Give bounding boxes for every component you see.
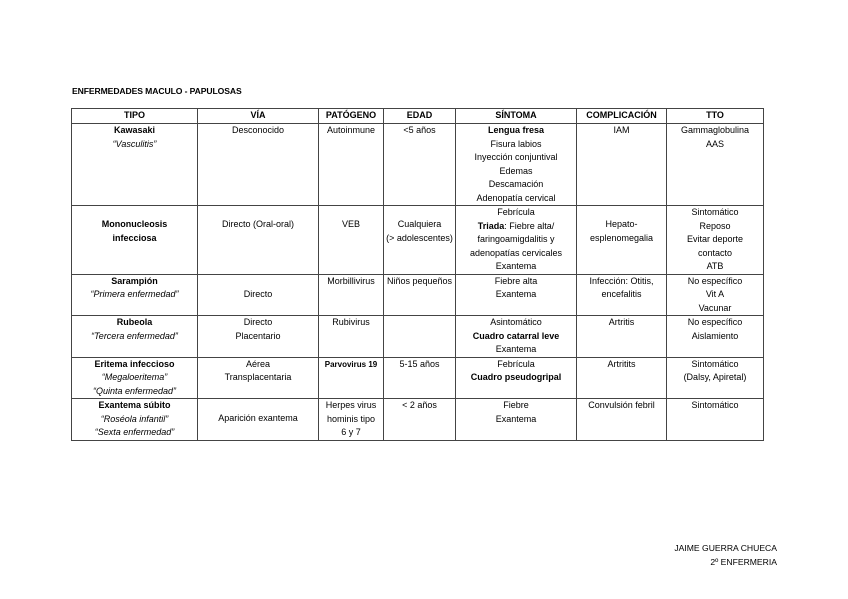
cell-via xyxy=(198,124,319,206)
edad-text: (> adolescentes) xyxy=(386,232,453,243)
cell-edad xyxy=(384,399,456,441)
cell-sintoma xyxy=(456,357,577,399)
tto-line: Aislamiento xyxy=(691,330,739,341)
tto-line: Gammaglobulina xyxy=(680,125,750,135)
cell-patogeno xyxy=(319,357,384,399)
tto-line: Vit A xyxy=(705,289,725,299)
table-row-mononucleosis xyxy=(72,206,764,275)
via-text: Placentario xyxy=(235,330,281,341)
cell-tto xyxy=(667,399,764,441)
complicacion-text: Infección: Otitis, xyxy=(589,275,654,286)
table-row-kawasaki xyxy=(72,124,764,206)
tto-line: Sintomático xyxy=(691,207,739,217)
cell-tipo xyxy=(72,124,198,206)
patogeno-text: Morbillivirus xyxy=(327,275,375,286)
via-text: Directo (Oral-oral) xyxy=(221,219,294,229)
complicacion-text: Convulsión febril xyxy=(588,400,655,410)
document-title: ENFERMEDADES MACULO - PAPULOSAS xyxy=(72,86,242,96)
tto-line: Reposo xyxy=(699,220,731,231)
author-course: 2º ENFERMERIA xyxy=(710,557,777,567)
tto-line: Sintomático xyxy=(691,358,739,369)
header-tipo: TIPO xyxy=(72,109,198,124)
disease-name: Kawasaki xyxy=(113,125,156,135)
author-name: JAIME GUERRA CHUECA xyxy=(674,543,777,553)
tto-line: (Dalsy, Apiretal) xyxy=(683,372,747,382)
disease-alias: “Megaloeritema” xyxy=(101,372,168,382)
disease-alias: “Vasculitis” xyxy=(112,138,157,149)
cell-complicacion xyxy=(577,316,667,358)
tto-line: AAS xyxy=(705,138,724,149)
disease-name: Mononucleosis xyxy=(101,219,168,229)
disease-name: Exantema súbito xyxy=(98,400,171,410)
cell-via xyxy=(198,274,319,316)
cell-sintoma xyxy=(456,316,577,358)
cell-sintoma xyxy=(456,124,577,206)
cell-patogeno xyxy=(319,274,384,316)
tto-line: contacto xyxy=(697,247,733,258)
complicacion-text: Artritits xyxy=(607,358,636,369)
cell-complicacion xyxy=(577,357,667,399)
cell-tto xyxy=(667,206,764,275)
sintoma-line: Inyección conjuntival xyxy=(474,152,558,162)
complicacion-text: Hepato- xyxy=(605,219,638,229)
header-patogeno: PATÓGENO xyxy=(319,109,384,124)
cell-patogeno xyxy=(319,124,384,206)
triada-text: : Fiebre alta/ xyxy=(504,220,555,231)
disease-alias: “Sexta enfermedad” xyxy=(94,427,175,437)
disease-alias: “Quinta enfermedad” xyxy=(92,385,177,396)
triada-label: Triada xyxy=(477,220,505,231)
header-sintoma: SÍNTOMA xyxy=(456,109,577,124)
patogeno-text: Autoinmune xyxy=(326,125,376,135)
table-row-sarampion xyxy=(72,274,764,316)
edad-text: Cualquiera xyxy=(397,219,442,229)
sintoma-line: adenopatías cervicales xyxy=(469,247,563,258)
cell-complicacion xyxy=(577,399,667,441)
sintoma-line: Descamación xyxy=(488,179,544,189)
sintoma-line: Exantema xyxy=(495,344,537,354)
cell-tipo xyxy=(72,316,198,358)
cell-edad xyxy=(384,274,456,316)
cell-patogeno xyxy=(319,316,384,358)
tto-line: Vacunar xyxy=(698,302,732,313)
via-text: Aérea xyxy=(245,358,271,369)
table-row-exantema-subito xyxy=(72,399,764,441)
via-text: Directo xyxy=(243,288,273,299)
sintoma-line: Fiebre xyxy=(503,400,529,410)
patogeno-text: 6 y 7 xyxy=(341,427,361,437)
cell-edad xyxy=(384,316,456,358)
disease-name: Eritema infeccioso xyxy=(94,358,175,369)
cell-sintoma xyxy=(456,399,577,441)
cell-edad xyxy=(384,357,456,399)
edad-text: < 2 años xyxy=(402,400,437,410)
sintoma-line: Cuadro catarral leve xyxy=(472,330,560,341)
tto-line: No específico xyxy=(687,317,743,327)
header-edad: EDAD xyxy=(384,109,456,124)
sintoma-line: Exantema xyxy=(495,413,537,424)
cell-tipo xyxy=(72,206,198,275)
sintoma-line: Fiebre alta xyxy=(494,275,538,286)
sintoma-line: faringoamigdalitis y xyxy=(477,234,555,244)
disease-alias: “Primera enfermedad” xyxy=(90,289,179,299)
tto-line: Sintomático xyxy=(691,400,739,410)
cell-tto xyxy=(667,316,764,358)
sintoma-line: Febrícula xyxy=(497,358,535,369)
complicacion-text: Artritis xyxy=(608,317,635,327)
sintoma-line: Cuadro pseudogripal xyxy=(470,372,562,382)
tto-line: ATB xyxy=(706,261,724,271)
patogeno-text: Parvovirus 19 xyxy=(324,359,378,369)
via-text: Desconocido xyxy=(231,125,285,135)
edad-text: 5-15 años xyxy=(399,358,440,369)
sintoma-line: Asintomático xyxy=(490,317,542,327)
complicacion-text: esplenomegalia xyxy=(589,232,654,243)
cell-edad xyxy=(384,124,456,206)
disease-name: infecciosa xyxy=(112,232,157,243)
cell-sintoma xyxy=(456,274,577,316)
cell-sintoma xyxy=(456,206,577,275)
table-row-rubeola xyxy=(72,316,764,358)
sintoma-line: Exantema xyxy=(495,289,537,299)
cell-tto xyxy=(667,357,764,399)
header-tto: TTO xyxy=(667,109,764,124)
header-row xyxy=(72,109,764,124)
sintoma-line: Exantema xyxy=(495,261,537,271)
cell-complicacion xyxy=(577,124,667,206)
edad-text: <5 años xyxy=(403,125,436,135)
header-via: VÍA xyxy=(198,109,319,124)
header-complicacion: COMPLICACIÓN xyxy=(577,109,667,124)
author-block xyxy=(674,541,777,569)
sintoma-line: Febrícula xyxy=(497,207,535,217)
disease-alias: “Roséola infantil” xyxy=(100,413,169,424)
via-text: Transplacentaria xyxy=(224,372,292,382)
complicacion-text: encefalitis xyxy=(601,289,642,299)
cell-complicacion xyxy=(577,274,667,316)
tto-line: Evitar deporte xyxy=(686,234,744,244)
sintoma-line: Adenopatía cervical xyxy=(476,192,556,203)
via-text: Directo xyxy=(243,317,273,327)
patogeno-text: VEB xyxy=(341,219,360,229)
cell-tto xyxy=(667,274,764,316)
cell-via xyxy=(198,357,319,399)
sintoma-line: Edemas xyxy=(499,165,533,176)
via-text: Aparición exantema xyxy=(218,413,298,423)
cell-tipo xyxy=(72,357,198,399)
sintoma-line: Lengua fresa xyxy=(487,125,545,135)
disease-alias: “Tercera enfermedad” xyxy=(91,330,178,341)
cell-patogeno xyxy=(319,399,384,441)
complicacion-text: IAM xyxy=(613,125,630,135)
patogeno-text: Rubivirus xyxy=(332,317,370,327)
cell-complicacion xyxy=(577,206,667,275)
tto-line: No específico xyxy=(687,275,743,286)
cell-via xyxy=(198,206,319,275)
diseases-table xyxy=(71,108,764,441)
cell-tipo xyxy=(72,274,198,316)
table-row-eritema xyxy=(72,357,764,399)
disease-name: Sarampión xyxy=(111,275,158,286)
patogeno-text: Herpes virus xyxy=(325,400,377,410)
cell-tipo xyxy=(72,399,198,441)
patogeno-text: hominis tipo xyxy=(326,413,376,424)
cell-edad xyxy=(384,206,456,275)
cell-via xyxy=(198,316,319,358)
sintoma-line: Fisura labios xyxy=(490,138,542,149)
sintoma-line xyxy=(458,220,574,234)
disease-name: Rubeola xyxy=(116,317,153,327)
cell-tto xyxy=(667,124,764,206)
edad-text: Niños pequeños xyxy=(386,275,453,286)
cell-via xyxy=(198,399,319,441)
cell-patogeno xyxy=(319,206,384,275)
